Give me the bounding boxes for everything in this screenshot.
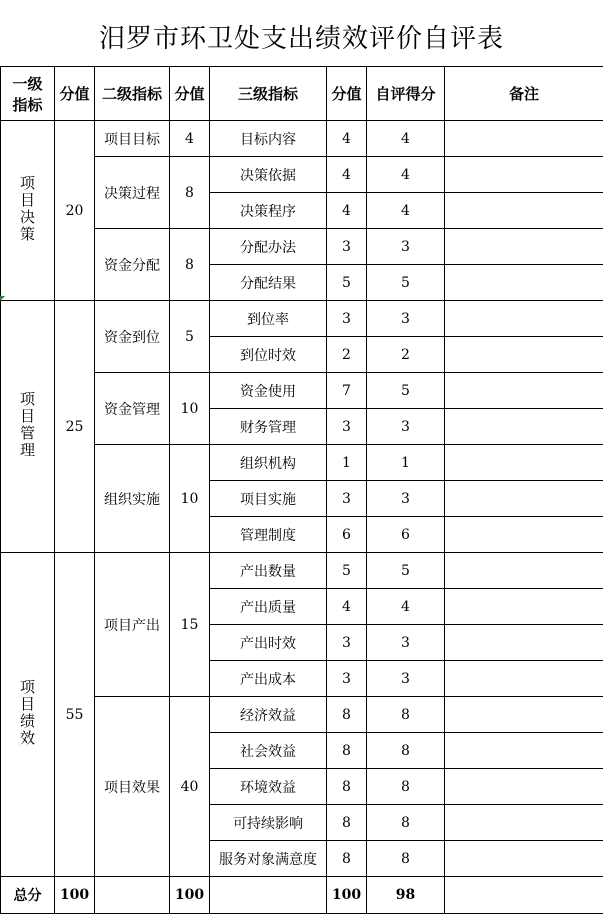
level2-indicator: 项目目标 <box>95 121 170 157</box>
level3-indicator: 经济效益 <box>210 697 327 733</box>
header-remark: 备注 <box>445 67 603 121</box>
self-score-cell: 3 <box>367 229 445 265</box>
level3-indicator: 到位率 <box>210 301 327 337</box>
self-score-cell: 8 <box>367 697 445 733</box>
table-row <box>1 553 603 589</box>
level1-indicator-text: 项目管理 <box>17 391 38 459</box>
level3-score: 1 <box>327 445 367 481</box>
header-level1: 一级 指标 <box>1 67 55 121</box>
level1-score: 25 <box>55 301 95 553</box>
total-remark[interactable] <box>445 877 603 914</box>
self-score-cell: 1 <box>367 445 445 481</box>
total-row <box>1 877 603 914</box>
remark-cell[interactable] <box>445 301 603 337</box>
remark-cell[interactable] <box>445 265 603 301</box>
level3-score: 3 <box>327 409 367 445</box>
level2-score: 40 <box>170 697 210 877</box>
total-score2: 100 <box>170 877 210 914</box>
level3-indicator: 服务对象满意度 <box>210 841 327 877</box>
level2-indicator: 资金分配 <box>95 229 170 301</box>
level3-indicator: 分配结果 <box>210 265 327 301</box>
level2-score: 15 <box>170 553 210 697</box>
remark-cell[interactable] <box>445 589 603 625</box>
remark-cell[interactable] <box>445 805 603 841</box>
header-level2: 二级指标 <box>95 67 170 121</box>
remark-cell[interactable] <box>445 409 603 445</box>
remark-cell[interactable] <box>445 697 603 733</box>
level3-indicator: 决策依据 <box>210 157 327 193</box>
level3-indicator: 可持续影响 <box>210 805 327 841</box>
cell-marker <box>0 296 5 301</box>
self-score-cell: 8 <box>367 805 445 841</box>
level3-indicator: 管理制度 <box>210 517 327 553</box>
header-score3: 分值 <box>327 67 367 121</box>
level1-indicator <box>1 553 55 877</box>
level3-score: 3 <box>327 229 367 265</box>
remark-cell[interactable] <box>445 841 603 877</box>
level3-score: 3 <box>327 301 367 337</box>
level3-score: 8 <box>327 697 367 733</box>
table-row <box>1 301 603 337</box>
level3-score: 8 <box>327 733 367 769</box>
level3-indicator: 组织机构 <box>210 445 327 481</box>
level2-score: 4 <box>170 121 210 157</box>
remark-cell[interactable] <box>445 157 603 193</box>
level1-indicator <box>1 121 55 301</box>
level2-score: 8 <box>170 157 210 229</box>
self-score-cell: 5 <box>367 265 445 301</box>
remark-cell[interactable] <box>445 121 603 157</box>
level3-score: 3 <box>327 625 367 661</box>
evaluation-table <box>0 66 603 914</box>
level3-score: 4 <box>327 121 367 157</box>
level3-score: 5 <box>327 553 367 589</box>
level3-score: 8 <box>327 805 367 841</box>
remark-cell[interactable] <box>445 193 603 229</box>
self-score-cell: 3 <box>367 301 445 337</box>
self-score-cell: 6 <box>367 517 445 553</box>
header-score1: 分值 <box>55 67 95 121</box>
level3-indicator: 产出数量 <box>210 553 327 589</box>
header-level3: 三级指标 <box>210 67 327 121</box>
level3-score: 8 <box>327 841 367 877</box>
remark-cell[interactable] <box>445 337 603 373</box>
total-self-score: 98 <box>367 877 445 914</box>
self-score-cell: 4 <box>367 121 445 157</box>
level2-indicator: 决策过程 <box>95 157 170 229</box>
level1-indicator-text: 项目决策 <box>17 175 38 243</box>
level3-indicator: 财务管理 <box>210 409 327 445</box>
self-score-cell: 2 <box>367 337 445 373</box>
level3-indicator: 环境效益 <box>210 769 327 805</box>
self-score-cell: 3 <box>367 481 445 517</box>
remark-cell[interactable] <box>445 373 603 409</box>
level1-score: 55 <box>55 553 95 877</box>
level3-score: 6 <box>327 517 367 553</box>
level1-indicator-text: 项目绩效 <box>17 679 38 747</box>
level3-indicator: 到位时效 <box>210 337 327 373</box>
total-score1: 100 <box>55 877 95 914</box>
level1-score: 20 <box>55 121 95 301</box>
level3-score: 3 <box>327 481 367 517</box>
total-label: 总分 <box>1 877 55 914</box>
table-body <box>1 67 603 914</box>
level3-score: 4 <box>327 589 367 625</box>
level3-indicator: 产出成本 <box>210 661 327 697</box>
self-score-cell: 8 <box>367 769 445 805</box>
self-score-cell: 3 <box>367 409 445 445</box>
self-score-cell: 4 <box>367 157 445 193</box>
level3-score: 2 <box>327 337 367 373</box>
level2-indicator: 资金管理 <box>95 373 170 445</box>
level3-indicator: 分配办法 <box>210 229 327 265</box>
level3-indicator: 产出质量 <box>210 589 327 625</box>
self-score-cell: 8 <box>367 733 445 769</box>
level3-score: 3 <box>327 661 367 697</box>
level2-indicator: 项目效果 <box>95 697 170 877</box>
remark-cell[interactable] <box>445 481 603 517</box>
self-score-cell: 5 <box>367 373 445 409</box>
remark-cell[interactable] <box>445 517 603 553</box>
level2-score: 10 <box>170 373 210 445</box>
remark-cell[interactable] <box>445 625 603 661</box>
level3-indicator: 决策程序 <box>210 193 327 229</box>
self-score-cell: 3 <box>367 625 445 661</box>
self-score-cell: 4 <box>367 193 445 229</box>
remark-cell[interactable] <box>445 229 603 265</box>
level3-score: 4 <box>327 157 367 193</box>
level1-indicator <box>1 301 55 553</box>
header-self-score: 自评得分 <box>367 67 445 121</box>
level3-indicator: 目标内容 <box>210 121 327 157</box>
self-score-cell: 4 <box>367 589 445 625</box>
level3-indicator: 社会效益 <box>210 733 327 769</box>
level3-score: 8 <box>327 769 367 805</box>
self-score-cell: 3 <box>367 661 445 697</box>
level3-score: 4 <box>327 193 367 229</box>
level3-indicator: 项目实施 <box>210 481 327 517</box>
total-level3-empty <box>210 877 327 914</box>
table-row <box>1 121 603 157</box>
level2-score: 10 <box>170 445 210 553</box>
level2-score: 8 <box>170 229 210 301</box>
remark-cell[interactable] <box>445 553 603 589</box>
page-title: 汨罗市环卫处支出绩效评价自评表 <box>0 18 603 55</box>
level3-score: 7 <box>327 373 367 409</box>
level2-indicator: 项目产出 <box>95 553 170 697</box>
remark-cell[interactable] <box>445 769 603 805</box>
remark-cell[interactable] <box>445 733 603 769</box>
remark-cell[interactable] <box>445 661 603 697</box>
total-score3: 100 <box>327 877 367 914</box>
total-level2-empty <box>95 877 170 914</box>
level3-indicator: 资金使用 <box>210 373 327 409</box>
level3-score: 5 <box>327 265 367 301</box>
level2-score: 5 <box>170 301 210 373</box>
level2-indicator: 资金到位 <box>95 301 170 373</box>
remark-cell[interactable] <box>445 445 603 481</box>
self-score-cell: 8 <box>367 841 445 877</box>
header-row <box>1 67 603 121</box>
level2-indicator: 组织实施 <box>95 445 170 553</box>
self-score-cell: 5 <box>367 553 445 589</box>
level3-indicator: 产出时效 <box>210 625 327 661</box>
header-score2: 分值 <box>170 67 210 121</box>
